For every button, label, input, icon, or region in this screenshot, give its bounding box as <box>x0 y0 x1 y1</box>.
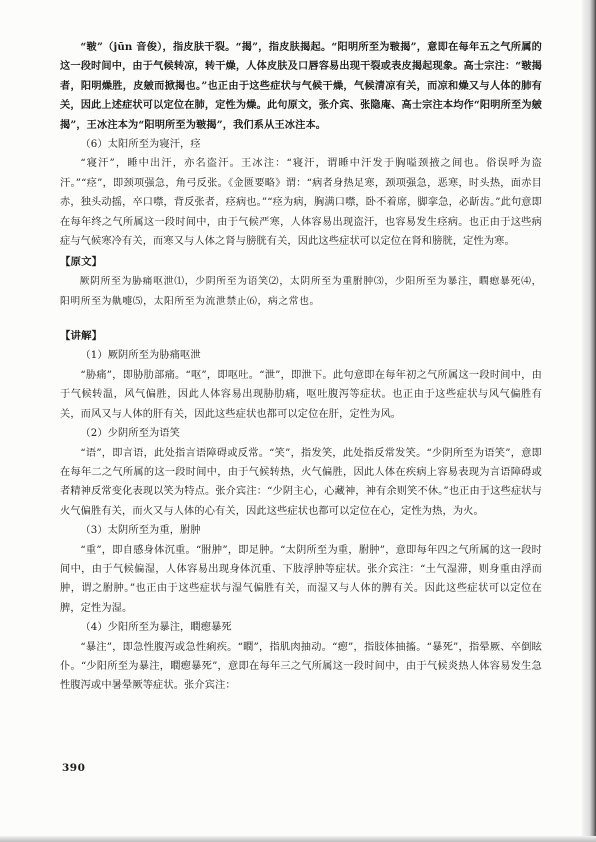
original-text: 厥阴所至为胁痛呕泄⑴，少阴所至为语笑⑵，太阴所至为重胕肿⑶，少阳所至为暴注，瞤瘛暴死⑷，阳明所至为鼽嚏⑸，太阳所至为流泄禁止⑹，病之常也。 <box>60 276 542 308</box>
subheading-jueyin: （1）厥阴所至为胁痛呕泄 <box>80 350 201 362</box>
page-content <box>60 38 542 696</box>
scan-shadow-edge <box>582 0 596 842</box>
subheading-shaoyang: （4）少阳所至为暴注，瞤瘛暴死 <box>80 622 232 634</box>
paragraph-shaoyin: “语”，即言语，此处指言语障碍或反常。“笑”，指发笑，此处指反常发笑。“少阴所至为语笑”，意即在每年二之气所属的这一段时间中，由于气候转热，火气偏胜，因此人体在疾病上容易表现为言语障碍或者精神反常变化表现以笑为特点。张介宾注：“少阴主心，心藏神，神有余则笑不休。”也正由于这些症状与火气偏胜有关，而火又与人体的心有关，因此这些症状也都可以定位在心，定性为热，为火。 <box>60 447 542 517</box>
paragraph-jueyin: “胁痛”，即胁肋部痛。“呕”，即呕吐。“泄”，即泄下。此句意即在每年初之气所属这一段时间中，由于气候转温，风气偏胜，因此人体容易出现胁肋痛，呕吐腹泻等症状。也正由于这些症状与风气偏胜有关，而风又与人体的肝有关，因此这些症状也都可以定位在肝，定性为风。 <box>60 369 542 420</box>
paragraph-junjie: “皲”（jūn 音俊），指皮肤干裂。“揭”，指皮肤揭起。“阳明所至为皲揭”，意即在每年五之气所属的这一段时间中，由于气候转凉，转干燥，人体皮肤及口唇容易出现干裂或表皮揭起现象。高士宗注：“皲揭者，阳明燥胜，皮皴而掀揭也。”也正由于这些症状与气候干燥，气候清凉有关，而凉和燥又与人体的肺有关，因此上述症状可以定位在肺，定性为燥。此句原文，张介宾、张隐庵、高士宗注本均作“阳明所至为皴揭”，王冰注本为“阳明所至为皲揭”，我们系从王冰注本。 <box>60 41 542 131</box>
explanation-heading: 【讲解】 <box>60 330 103 343</box>
scan-bottom-edge <box>0 836 596 842</box>
page-number: 390 <box>62 762 86 774</box>
subheading-taiyin: （3）太阴所至为重，胕肿 <box>80 525 201 537</box>
paragraph-shaoyang: “暴注”，即急性腹泻或急性痢疾。“瞤”，指肌肉抽动。“瘛”，指肢体抽搐。“暴死”，指晕厥、卒倒眩仆。“少阳所至为暴注，瞤瘛暴死”，意即在每年三之气所属这一段时间中，由于气候炎热人体容易发生急性腹泻或中暑晕厥等症状。张介宾注： <box>60 641 542 692</box>
paragraph-qinhan: “寝汗”，睡中出汗，亦名盗汗。王冰注：“寝汗，谓睡中汗发于胸嗌颈掖之间也。俗误呼为盗汗。”“痉”，即颈项强急，角弓反张。《金匮要略》谓：“病者身热足寒，颈项强急，恶寒，时头热，面赤目赤，独头动摇，卒口噤，背反张者，痉病也。”“痉为病，胸满口噤，卧不着席，脚挛急，必龂齿。”此句意即在每年终之气所属这一段时间中，由于气候严寒，人体容易出现盗汗，也容易发生痉病。也正由于这些病症与气候寒冷有关，而寒又与人体之肾与膀胱有关，因此这些症状可以定位在肾和膀胱，定性为寒。 <box>60 158 542 248</box>
original-text-heading: 【原文】 <box>60 256 103 269</box>
subheading-shaoyin: （2）少阴所至为语笑 <box>80 428 181 440</box>
subheading-taiyang-qinhan: （6）太阳所至为寝汗，痉 <box>80 139 201 151</box>
paragraph-taiyin: “重”，即自感身体沉重。“胕肿”，即足肿。“太阴所至为重，胕肿”，意即每年四之气所属的这一段时间中，由于气候偏湿，人体容易出现身体沉重、下肢浮肿等症状。张介宾注：“土气湿滞，则身重由浮而肿，谓之胕肿。”也正由于这些症状与湿气偏胜有关，而湿又与人体的脾有关。因此这些症状可以定位在脾，定性为湿。 <box>60 544 542 614</box>
